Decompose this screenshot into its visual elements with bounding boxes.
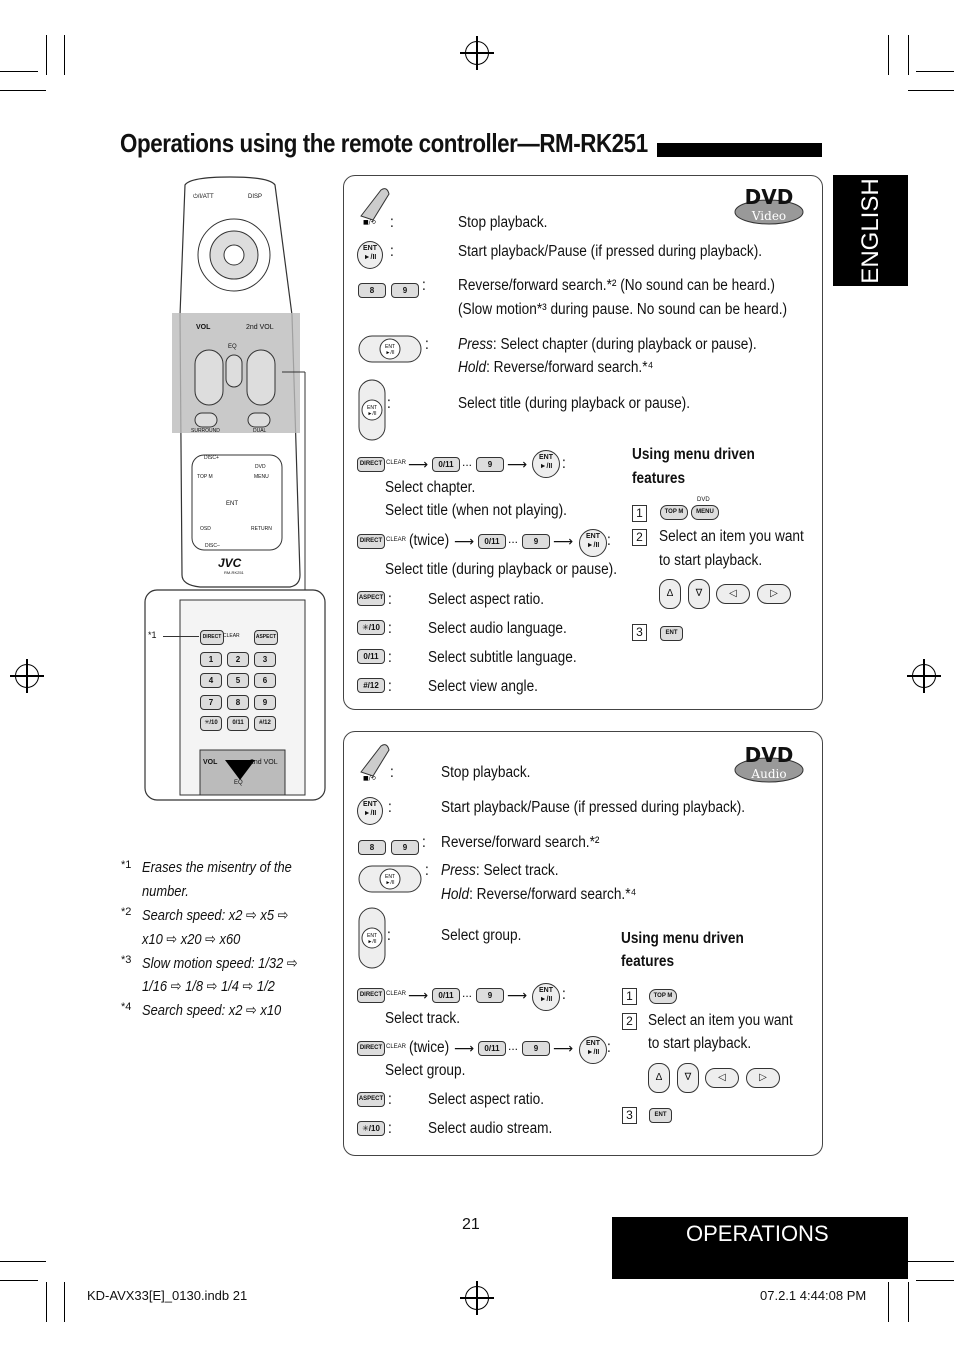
menu-button[interactable]: MENU [254, 474, 269, 480]
remote-illustration [140, 175, 340, 805]
registration-mark-icon [912, 664, 936, 688]
svg-text:ENT: ENT [367, 405, 377, 411]
step2-text: Select an item you want [648, 1012, 793, 1029]
dvd-label: DVD [697, 497, 710, 503]
surround-label: SURROUND [191, 428, 220, 434]
footer-file: KD-AVX33[E]_0130.indb 21 [87, 1288, 248, 1303]
crop-mark [46, 35, 47, 75]
ent-key-icon: ENT [649, 1108, 672, 1123]
footnote-mark: *1 [121, 859, 132, 871]
key-0-11-icon: 0/11 [478, 1041, 506, 1056]
key-0-11-icon: 0/11 [478, 534, 506, 549]
dvd-audio-panel [343, 731, 823, 1156]
crop-mark [908, 1261, 954, 1262]
colon: : [390, 214, 394, 231]
vol2-label: 2nd VOL [246, 324, 274, 331]
up-arrow-icon: Δ [659, 579, 681, 609]
footnote-text: Slow motion speed: 1/32 ⇨ [142, 955, 298, 972]
down-arrow-icon: ∇ [688, 579, 710, 609]
crop-mark [908, 35, 909, 75]
key-0-11-icon: 0/11 [432, 988, 460, 1003]
key-7[interactable]: 7 [200, 695, 222, 710]
key-3[interactable]: 3 [254, 652, 276, 667]
page-number: 21 [462, 1216, 480, 1233]
power-button[interactable]: ⏻/I/ATT [193, 194, 214, 200]
colon: : [388, 678, 392, 695]
dpad-left-right-icon [357, 864, 423, 894]
left-arrow-icon: ◁ [705, 1068, 739, 1088]
key-8[interactable]: 8 [227, 695, 249, 710]
key-9-icon: 9 [391, 840, 419, 855]
dvd-audio-press: Press: Select track. [441, 862, 559, 879]
colon: : [388, 649, 392, 666]
ent-play-button-icon: ENT ►/II [532, 450, 560, 478]
colon: : [607, 1039, 611, 1056]
band-back-button-icon [357, 186, 393, 226]
ent-play-button-icon: ENT ►/II [357, 797, 383, 825]
title-bar [657, 143, 822, 157]
key-0-11[interactable]: 0/11 [227, 716, 249, 731]
colon: : [388, 591, 392, 608]
colon: : [562, 455, 566, 472]
dvd-video-hold: Hold: Reverse/forward search.*⁴ [458, 359, 654, 376]
key-8-icon: 8 [358, 283, 386, 298]
dual-label: DUAL [253, 428, 267, 434]
dvd-video-stop-text: Stop playback. [458, 214, 548, 231]
colon: : [387, 927, 391, 944]
aspect-key[interactable]: ASPECT [254, 630, 278, 645]
svg-text:■/⟲: ■/⟲ [363, 775, 376, 782]
dvd-video-subtitle: Select subtitle language. [428, 649, 577, 666]
dvd-video-direct2: Select title (during playback or pause). [385, 561, 618, 578]
key-2[interactable]: 2 [227, 652, 249, 667]
dvd-video-title-text: Select title (during playback or pause). [458, 395, 691, 412]
clear-label: CLEAR [386, 1044, 407, 1050]
dpad-left-right-icon [357, 334, 423, 364]
colon: : [422, 834, 426, 851]
ent-play-button-icon: ENT ►/II [579, 1036, 607, 1064]
dvd-audio-play-text: Start playback/Pause (if pressed during playback). [441, 799, 746, 816]
key-star-10[interactable]: ✳/10 [200, 716, 222, 731]
key-9-icon: 9 [522, 1041, 550, 1056]
key-4[interactable]: 4 [200, 673, 222, 688]
dvd-audio-logo [733, 742, 805, 780]
colon: : [390, 243, 394, 260]
ent-button[interactable]: ENT [226, 501, 238, 507]
eq-label: EQ [228, 344, 237, 350]
dvd-video-search1: Reverse/forward search.*² (No sound can be heard.) [458, 277, 775, 294]
dvd-audio-group: Select group. [441, 927, 522, 944]
section-tab-label: OPERATIONS [686, 1221, 829, 1246]
ent-play-button-icon [357, 241, 383, 269]
dvd-audio-direct1: Select track. [385, 1010, 461, 1027]
crop-mark [64, 1282, 65, 1322]
menu-heading: Using menu driven [632, 446, 755, 463]
colon: : [387, 395, 391, 412]
crop-mark [916, 71, 954, 72]
band-back-button-icon [357, 742, 393, 782]
ent-play-button-icon: ENT ►/II [532, 983, 560, 1011]
arrow-icon: ⟶ [553, 1040, 574, 1056]
twice-label: (twice) [409, 1039, 450, 1056]
svg-text:►/II: ►/II [385, 350, 395, 356]
arrow-icon: ⟶ [454, 533, 475, 549]
key-star-10-icon: ✳/10 [357, 1121, 385, 1136]
footer-timestamp: 07.2.1 4:44:08 PM [760, 1288, 867, 1303]
direct-key-icon: DIRECT [357, 988, 385, 1003]
ellipsis: ... [462, 455, 473, 469]
dvd-video-angle: Select view angle. [428, 678, 538, 695]
step-number: 1 [622, 988, 637, 1005]
ellipsis: ... [462, 986, 473, 1000]
page-title: Operations using the remote controller—RM-RK251 [120, 128, 648, 158]
key-hash-12-icon: #/12 [357, 678, 385, 693]
key-9-icon: 9 [391, 283, 419, 298]
colon: : [388, 1091, 392, 1108]
dvd-video-press: Press: Select chapter (during playback or pause). [458, 336, 757, 353]
svg-text:ENT: ENT [385, 874, 395, 880]
crop-mark [0, 71, 38, 72]
dvd-video-search2: (Slow motion*³ during pause. No sound can be heard.) [458, 301, 788, 318]
step-number: 2 [622, 1013, 637, 1030]
crop-mark [888, 35, 889, 75]
registration-mark-icon [15, 664, 39, 688]
dvd-video-play-text: Start playback/Pause (if pressed during playback). [458, 243, 763, 260]
section-tab [612, 1217, 908, 1279]
key-9-icon: 9 [522, 534, 550, 549]
dpad-up-down-icon [357, 378, 387, 442]
colon: : [425, 862, 429, 879]
footnote-mark: *2 [121, 906, 132, 918]
colon: : [425, 336, 429, 353]
key-1[interactable]: 1 [200, 652, 222, 667]
step2-text: to start playback. [648, 1035, 752, 1052]
dvd-audio-search: Reverse/forward search.*² [441, 834, 600, 851]
brand-logo: JVC [218, 556, 242, 570]
direct-key-icon: DIRECT [357, 534, 385, 549]
registration-mark-icon [465, 1286, 489, 1310]
ent-key-icon: ENT [660, 626, 683, 641]
up-arrow-icon: Δ [648, 1063, 670, 1093]
colon: : [388, 620, 392, 637]
disc-minus-label: DISC– [205, 543, 220, 549]
direct-key[interactable]: DIRECT [200, 630, 224, 645]
key-8-icon: 8 [358, 840, 386, 855]
svg-text:■/⟲: ■/⟲ [363, 219, 376, 226]
direct-key-icon: DIRECT [357, 1041, 385, 1056]
disp-button[interactable]: DISP [248, 194, 263, 200]
topm-button[interactable]: TOP M [197, 474, 213, 480]
crop-mark [888, 1282, 889, 1322]
crop-mark [46, 1282, 47, 1322]
ellipsis: ... [508, 1039, 519, 1053]
crop-mark [916, 1280, 954, 1281]
video-logo-text: Video [751, 209, 787, 223]
dvd-video-audio: Select audio language. [428, 620, 567, 637]
footnote-text: Erases the misentry of the [142, 859, 292, 876]
ent-label: ENT [363, 245, 377, 252]
colon: : [607, 532, 611, 549]
dvd-audio-direct2: Select group. [385, 1062, 466, 1079]
vol-label: VOL [196, 324, 211, 331]
dvd-logo-text: DVD [744, 185, 794, 209]
zoom-vol-label: VOL [203, 759, 218, 766]
direct-key-icon: DIRECT [357, 457, 385, 472]
crop-mark [0, 1261, 46, 1262]
crop-mark [908, 1282, 909, 1322]
arrow-icon: ⟶ [408, 456, 429, 472]
menu-key-icon: MENU [691, 505, 719, 520]
key-9-icon: 9 [476, 457, 504, 472]
audio-logo-text: Audio [751, 767, 787, 781]
footnote-mark: *4 [121, 1001, 132, 1013]
footnote-text: x10 ⇨ x20 ⇨ x60 [142, 931, 241, 948]
zoom-vol2-label: 2nd VOL [250, 759, 278, 766]
key-6[interactable]: 6 [254, 673, 276, 688]
footnote-text: number. [142, 883, 189, 900]
key-5[interactable]: 5 [227, 673, 249, 688]
right-arrow-icon: ▷ [746, 1068, 780, 1088]
dvd-audio-hold: Hold: Reverse/forward search.*⁴ [441, 886, 637, 903]
down-arrow-icon: ∇ [677, 1063, 699, 1093]
right-arrow-icon: ▷ [757, 584, 791, 604]
key-star-10-icon: ✳/10 [357, 620, 385, 635]
svg-text:►/II: ►/II [367, 411, 377, 417]
step-number: 2 [632, 529, 647, 546]
ent-play-button-icon: ENT ►/II [579, 529, 607, 557]
arrow-icon: ⟶ [454, 1040, 475, 1056]
key-hash-12[interactable]: #/12 [254, 716, 276, 731]
key-9[interactable]: 9 [254, 695, 276, 710]
colon: : [422, 277, 426, 294]
return-button[interactable]: RETURN [251, 526, 272, 532]
step2-text: to start playback. [659, 552, 763, 569]
colon: : [390, 764, 394, 781]
footnote-mark: *3 [121, 954, 132, 966]
menu-heading: features [621, 953, 675, 970]
step2-text: Select an item you want [659, 528, 804, 545]
dvd-logo-text: DVD [744, 743, 794, 767]
clear-label: CLEAR [386, 991, 407, 997]
clear-label: CLEAR [386, 460, 407, 466]
dvd-audio-stop-text: Stop playback. [441, 764, 531, 781]
dvd-label: DVD [255, 464, 266, 470]
ellipsis: ... [508, 532, 519, 546]
play-label: ►/II [363, 254, 377, 261]
left-arrow-icon: ◁ [716, 584, 750, 604]
dvd-audio-audio: Select audio stream. [428, 1120, 553, 1137]
menu-heading: Using menu driven [621, 930, 744, 947]
leader-line [163, 636, 199, 637]
crop-mark [64, 35, 65, 75]
footnote-text: Search speed: x2 ⇨ x10 [142, 1002, 282, 1019]
osd-button[interactable]: OSD [200, 526, 211, 532]
step-number: 3 [632, 624, 647, 641]
zoom-note-marker: *1 [148, 630, 157, 640]
svg-text:ENT: ENT [385, 344, 395, 350]
language-tab [833, 175, 908, 286]
menu-heading: features [632, 470, 686, 487]
svg-text:ENT: ENT [367, 933, 377, 939]
colon: : [562, 986, 566, 1003]
registration-mark-icon [465, 41, 489, 65]
dpad-up-down-icon [357, 906, 387, 970]
footnote-text: Search speed: x2 ⇨ x5 ⇨ [142, 907, 289, 924]
svg-text:►/II: ►/II [367, 939, 377, 945]
crop-mark [0, 1280, 38, 1281]
dvd-video-aspect: Select aspect ratio. [428, 591, 545, 608]
aspect-key-icon: ASPECT [357, 1092, 385, 1107]
dvd-audio-aspect: Select aspect ratio. [428, 1091, 545, 1108]
clear-label: CLEAR [223, 633, 240, 639]
arrow-icon: ⟶ [507, 987, 528, 1003]
dvd-video-direct1b: Select title (when not playing). [385, 502, 567, 519]
svg-text:►/II: ►/II [385, 880, 395, 886]
key-9-icon: 9 [476, 988, 504, 1003]
crop-mark [908, 90, 954, 91]
twice-label: (twice) [409, 532, 450, 549]
colon: : [388, 799, 392, 816]
language-tab-label: ENGLISH [856, 177, 884, 284]
aspect-key-icon: ASPECT [357, 591, 385, 606]
dvd-video-logo [733, 184, 805, 222]
footnote-text: 1/16 ⇨ 1/8 ⇨ 1/4 ⇨ 1/2 [142, 978, 275, 995]
zoom-eq-label: EQ [234, 780, 243, 786]
key-0-11-icon: 0/11 [432, 457, 460, 472]
topm-key-icon: TOP M [660, 505, 688, 520]
colon: : [388, 1120, 392, 1137]
step-number: 3 [622, 1107, 637, 1124]
dvd-video-direct1a: Select chapter. [385, 479, 476, 496]
disc-plus-label: DISC+ [204, 455, 219, 461]
arrow-icon: ⟶ [408, 987, 429, 1003]
key-0-11-icon: 0/11 [357, 649, 385, 664]
model-label: RM-RK251 [224, 570, 244, 575]
topm-key-icon: TOP M [649, 989, 677, 1004]
step-number: 1 [632, 505, 647, 522]
arrow-icon: ⟶ [553, 533, 574, 549]
clear-label: CLEAR [386, 537, 407, 543]
arrow-icon: ⟶ [507, 456, 528, 472]
crop-mark [0, 90, 46, 91]
